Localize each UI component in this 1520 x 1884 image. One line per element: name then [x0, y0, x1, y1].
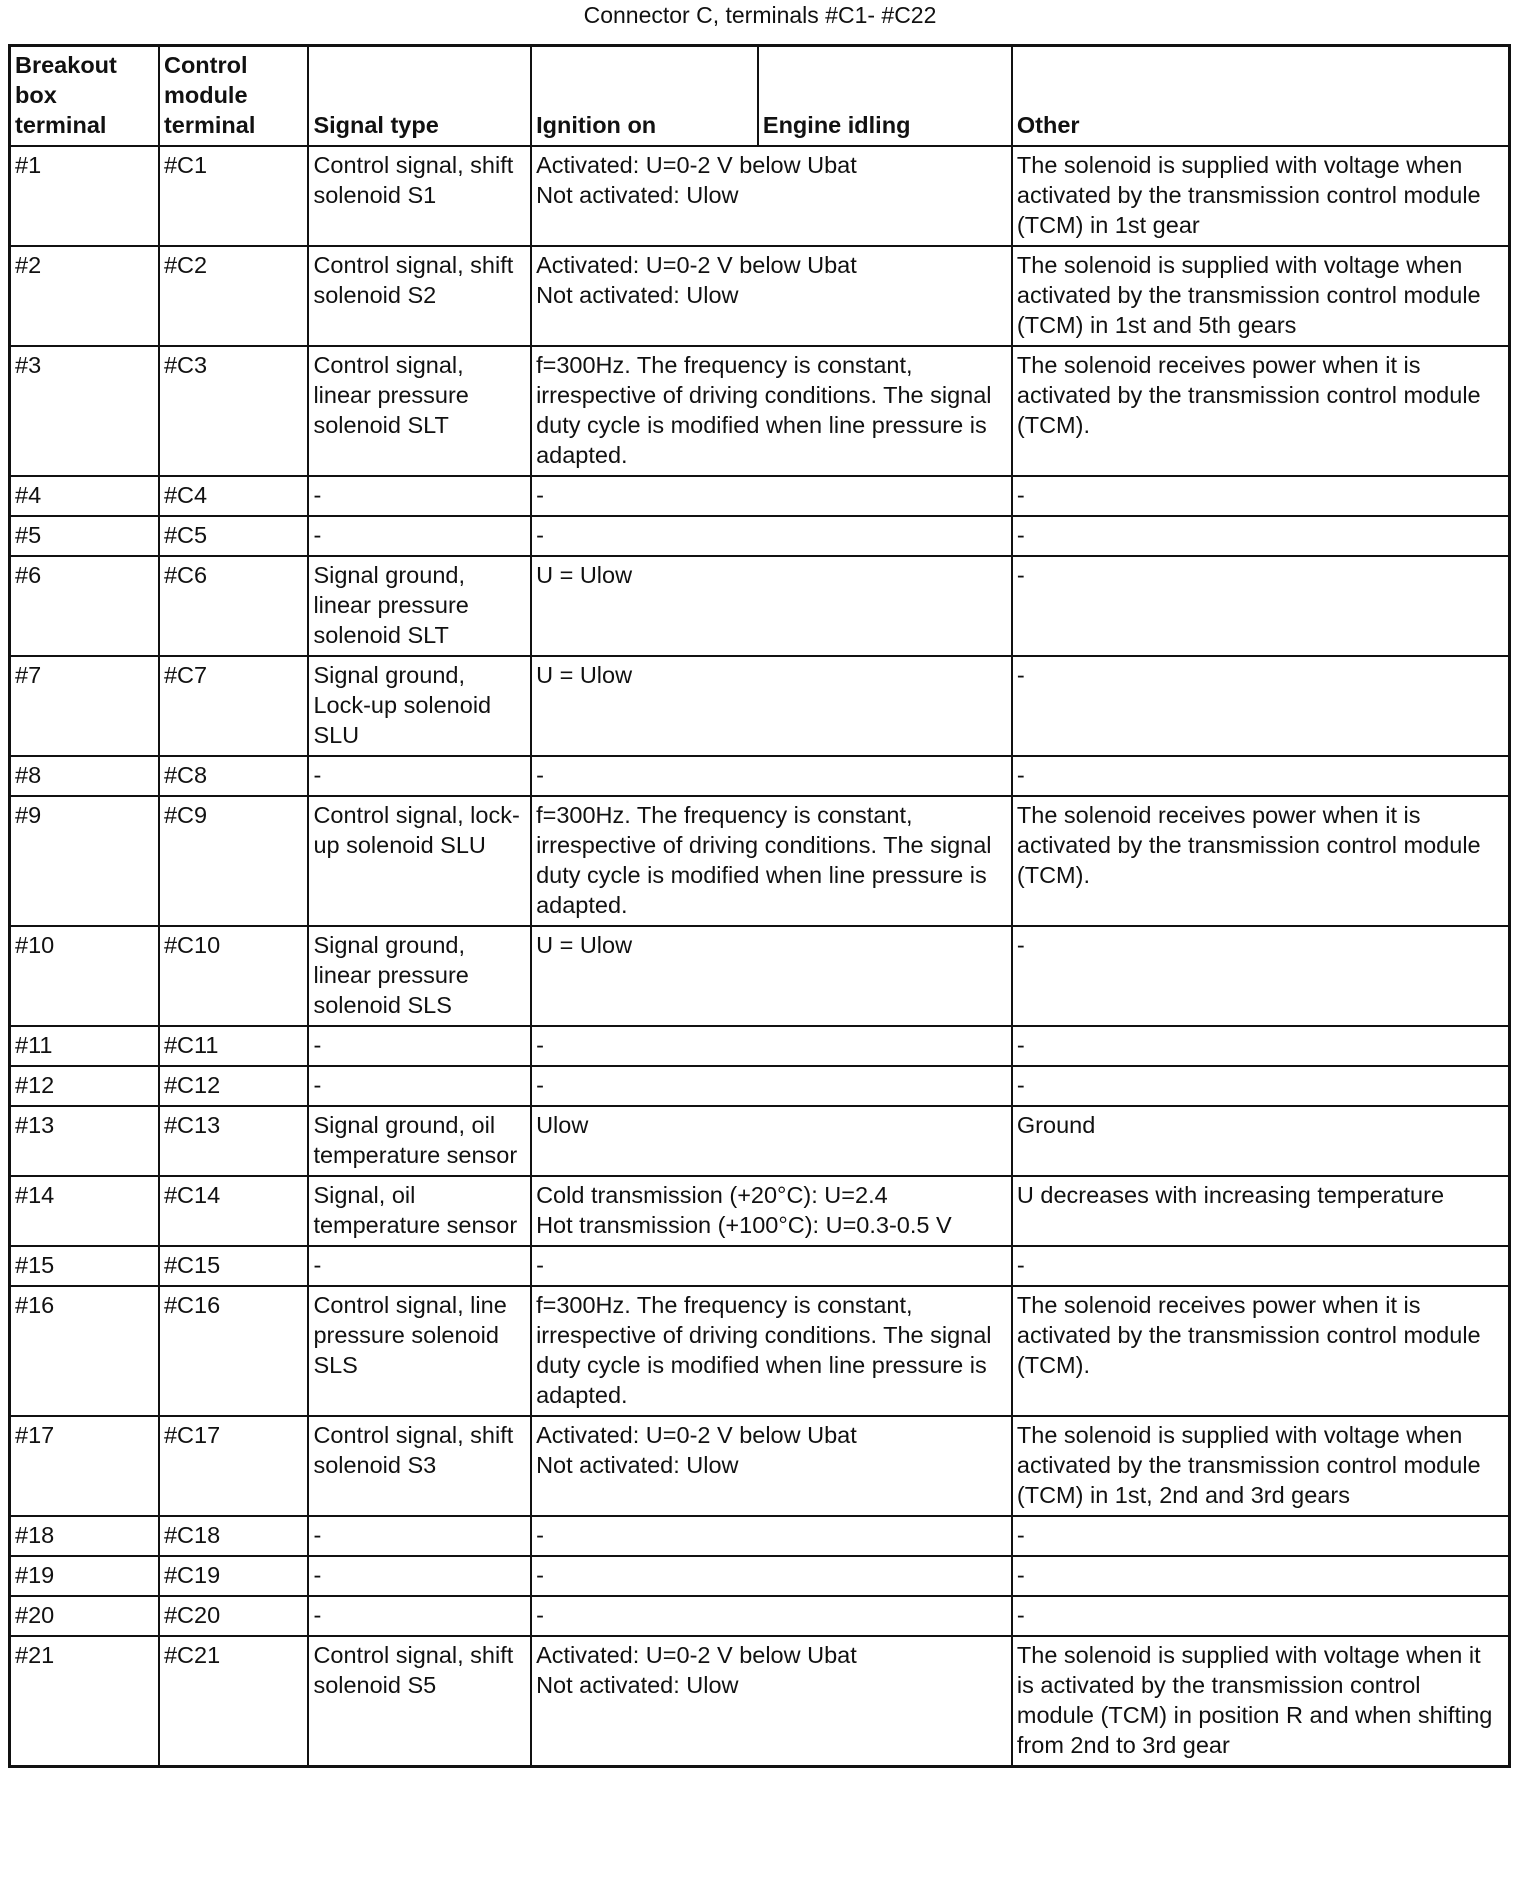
- cell-other: -: [1012, 1026, 1510, 1066]
- cell-other: -: [1012, 1246, 1510, 1286]
- cell-signal-type: Control signal, shift solenoid S1: [308, 146, 531, 246]
- cell-other: The solenoid receives power when it is activated by the transmission control module (TCM).: [1012, 1286, 1510, 1416]
- cell-signal-type: Signal ground, linear pressure solenoid SLS: [308, 926, 531, 1026]
- cell-control-module-terminal: #C4: [159, 476, 308, 516]
- cell-control-module-terminal: #C3: [159, 346, 308, 476]
- cell-other: -: [1012, 926, 1510, 1026]
- cell-measured-value: -: [531, 1246, 1012, 1286]
- cell-control-module-terminal: #C11: [159, 1026, 308, 1066]
- cell-other: U decreases with increasing temperature: [1012, 1176, 1510, 1246]
- header-signal-type: Signal type: [308, 46, 531, 147]
- cell-measured-value: -: [531, 476, 1012, 516]
- cell-other: The solenoid receives power when it is activated by the transmission control module (TCM).: [1012, 796, 1510, 926]
- cell-signal-type: Control signal, shift solenoid S2: [308, 246, 531, 346]
- cell-control-module-terminal: #C17: [159, 1416, 308, 1516]
- cell-other: -: [1012, 1556, 1510, 1596]
- cell-control-module-terminal: #C19: [159, 1556, 308, 1596]
- cell-measured-value: -: [531, 1026, 1012, 1066]
- cell-breakout-terminal: #9: [10, 796, 159, 926]
- cell-measured-value: -: [531, 516, 1012, 556]
- table-row: [10, 1596, 1510, 1636]
- cell-breakout-terminal: #17: [10, 1416, 159, 1516]
- cell-control-module-terminal: #C15: [159, 1246, 308, 1286]
- cell-signal-type: Signal ground, oil temperature sensor: [308, 1106, 531, 1176]
- table-row: [10, 796, 1510, 926]
- cell-measured-value: f=300Hz. The frequency is constant, irrespective of driving conditions. The signal duty cycle is modified when line pressure is adapted.: [531, 346, 1012, 476]
- cell-measured-value: Activated: U=0-2 V below Ubat Not activated: Ulow: [531, 146, 1012, 246]
- cell-other: -: [1012, 556, 1510, 656]
- table-row: [10, 556, 1510, 656]
- cell-control-module-terminal: #C12: [159, 1066, 308, 1106]
- header-control-module-terminal: Control module terminal: [159, 46, 308, 147]
- cell-breakout-terminal: #21: [10, 1636, 159, 1767]
- cell-signal-type: Signal ground, linear pressure solenoid SLT: [308, 556, 531, 656]
- table-row: [10, 1246, 1510, 1286]
- cell-control-module-terminal: #C1: [159, 146, 308, 246]
- cell-signal-type: Control signal, shift solenoid S3: [308, 1416, 531, 1516]
- cell-breakout-terminal: #6: [10, 556, 159, 656]
- cell-control-module-terminal: #C21: [159, 1636, 308, 1767]
- cell-measured-value: U = Ulow: [531, 656, 1012, 756]
- cell-measured-value: -: [531, 1516, 1012, 1556]
- cell-breakout-terminal: #19: [10, 1556, 159, 1596]
- table-row: [10, 656, 1510, 756]
- table-row: [10, 476, 1510, 516]
- cell-signal-type: Signal ground, Lock-up solenoid SLU: [308, 656, 531, 756]
- cell-signal-type: Signal, oil temperature sensor: [308, 1176, 531, 1246]
- cell-breakout-terminal: #15: [10, 1246, 159, 1286]
- cell-breakout-terminal: #2: [10, 246, 159, 346]
- cell-other: -: [1012, 756, 1510, 796]
- cell-measured-value: -: [531, 756, 1012, 796]
- page-title: Connector C, terminals #C1- #C22: [583, 2, 937, 28]
- cell-control-module-terminal: #C9: [159, 796, 308, 926]
- cell-measured-value: Cold transmission (+20°C): U=2.4 Hot transmission (+100°C): U=0.3-0.5 V: [531, 1176, 1012, 1246]
- cell-measured-value: U = Ulow: [531, 556, 1012, 656]
- cell-other: -: [1012, 1596, 1510, 1636]
- table-row: [10, 1416, 1510, 1516]
- cell-other: -: [1012, 476, 1510, 516]
- table-row: [10, 346, 1510, 476]
- cell-signal-type: -: [308, 1596, 531, 1636]
- cell-signal-type: -: [308, 476, 531, 516]
- cell-breakout-terminal: #3: [10, 346, 159, 476]
- cell-control-module-terminal: #C5: [159, 516, 308, 556]
- table-row: [10, 1556, 1510, 1596]
- cell-measured-value: Activated: U=0-2 V below Ubat Not activated: Ulow: [531, 1416, 1012, 1516]
- cell-breakout-terminal: #18: [10, 1516, 159, 1556]
- cell-breakout-terminal: #7: [10, 656, 159, 756]
- cell-breakout-terminal: #4: [10, 476, 159, 516]
- cell-measured-value: Activated: U=0-2 V below Ubat Not activated: Ulow: [531, 1636, 1012, 1767]
- cell-control-module-terminal: #C7: [159, 656, 308, 756]
- cell-control-module-terminal: #C10: [159, 926, 308, 1026]
- cell-breakout-terminal: #12: [10, 1066, 159, 1106]
- cell-measured-value: Ulow: [531, 1106, 1012, 1176]
- cell-other: The solenoid is supplied with voltage when activated by the transmission control module (TCM) in 1st gear: [1012, 146, 1510, 246]
- table-row: [10, 1636, 1510, 1767]
- table-row: [10, 926, 1510, 1026]
- cell-signal-type: -: [308, 1556, 531, 1596]
- cell-other: The solenoid receives power when it is activated by the transmission control module (TCM).: [1012, 346, 1510, 476]
- table-body: [10, 146, 1510, 1767]
- cell-measured-value: f=300Hz. The frequency is constant, irrespective of driving conditions. The signal duty cycle is modified when line pressure is adapted.: [531, 796, 1012, 926]
- cell-other: -: [1012, 1066, 1510, 1106]
- table-row: [10, 1286, 1510, 1416]
- cell-signal-type: Control signal, line pressure solenoid SLS: [308, 1286, 531, 1416]
- cell-control-module-terminal: #C20: [159, 1596, 308, 1636]
- cell-other: -: [1012, 656, 1510, 756]
- cell-breakout-terminal: #10: [10, 926, 159, 1026]
- cell-other: -: [1012, 1516, 1510, 1556]
- table-row: [10, 1516, 1510, 1556]
- cell-control-module-terminal: #C8: [159, 756, 308, 796]
- cell-measured-value: -: [531, 1596, 1012, 1636]
- cell-breakout-terminal: #8: [10, 756, 159, 796]
- cell-other: The solenoid is supplied with voltage when activated by the transmission control module (TCM) in 1st and 5th gears: [1012, 246, 1510, 346]
- connector-table: [8, 44, 1511, 1768]
- table-row: [10, 1176, 1510, 1246]
- table-row: [10, 516, 1510, 556]
- cell-signal-type: Control signal, shift solenoid S5: [308, 1636, 531, 1767]
- cell-breakout-terminal: #14: [10, 1176, 159, 1246]
- cell-control-module-terminal: #C6: [159, 556, 308, 656]
- cell-measured-value: U = Ulow: [531, 926, 1012, 1026]
- table-row: [10, 246, 1510, 346]
- cell-breakout-terminal: #5: [10, 516, 159, 556]
- cell-breakout-terminal: #16: [10, 1286, 159, 1416]
- cell-signal-type: Control signal, linear pressure solenoid SLT: [308, 346, 531, 476]
- cell-measured-value: Activated: U=0-2 V below Ubat Not activated: Ulow: [531, 246, 1012, 346]
- cell-other: Ground: [1012, 1106, 1510, 1176]
- cell-other: The solenoid is supplied with voltage when it is activated by the transmission control module (TCM) in position R and when shifting from 2nd to 3rd gear: [1012, 1636, 1510, 1767]
- table-row: [10, 1066, 1510, 1106]
- table-header-row: [10, 46, 1510, 147]
- cell-signal-type: -: [308, 516, 531, 556]
- cell-signal-type: -: [308, 756, 531, 796]
- header-other: Other: [1012, 46, 1510, 147]
- cell-control-module-terminal: #C16: [159, 1286, 308, 1416]
- table-row: [10, 1106, 1510, 1176]
- header-engine-idling: Engine idling: [758, 46, 1012, 147]
- cell-control-module-terminal: #C14: [159, 1176, 308, 1246]
- cell-breakout-terminal: #20: [10, 1596, 159, 1636]
- cell-breakout-terminal: #11: [10, 1026, 159, 1066]
- header-breakout-terminal: Breakout box terminal: [10, 46, 159, 147]
- cell-control-module-terminal: #C2: [159, 246, 308, 346]
- header-ignition-on: Ignition on: [531, 46, 758, 147]
- cell-measured-value: f=300Hz. The frequency is constant, irrespective of driving conditions. The signal duty cycle is modified when line pressure is adapted.: [531, 1286, 1012, 1416]
- table-row: [10, 1026, 1510, 1066]
- table-row: [10, 756, 1510, 796]
- cell-signal-type: -: [308, 1026, 531, 1066]
- cell-measured-value: -: [531, 1556, 1012, 1596]
- cell-other: -: [1012, 516, 1510, 556]
- cell-signal-type: -: [308, 1066, 531, 1106]
- cell-breakout-terminal: #13: [10, 1106, 159, 1176]
- cell-control-module-terminal: #C13: [159, 1106, 308, 1176]
- cell-signal-type: Control signal, lock-up solenoid SLU: [308, 796, 531, 926]
- cell-signal-type: -: [308, 1246, 531, 1286]
- table-row: [10, 146, 1510, 246]
- cell-breakout-terminal: #1: [10, 146, 159, 246]
- cell-control-module-terminal: #C18: [159, 1516, 308, 1556]
- cell-signal-type: -: [308, 1516, 531, 1556]
- cell-other: The solenoid is supplied with voltage when activated by the transmission control module (TCM) in 1st, 2nd and 3rd gears: [1012, 1416, 1510, 1516]
- cell-measured-value: -: [531, 1066, 1012, 1106]
